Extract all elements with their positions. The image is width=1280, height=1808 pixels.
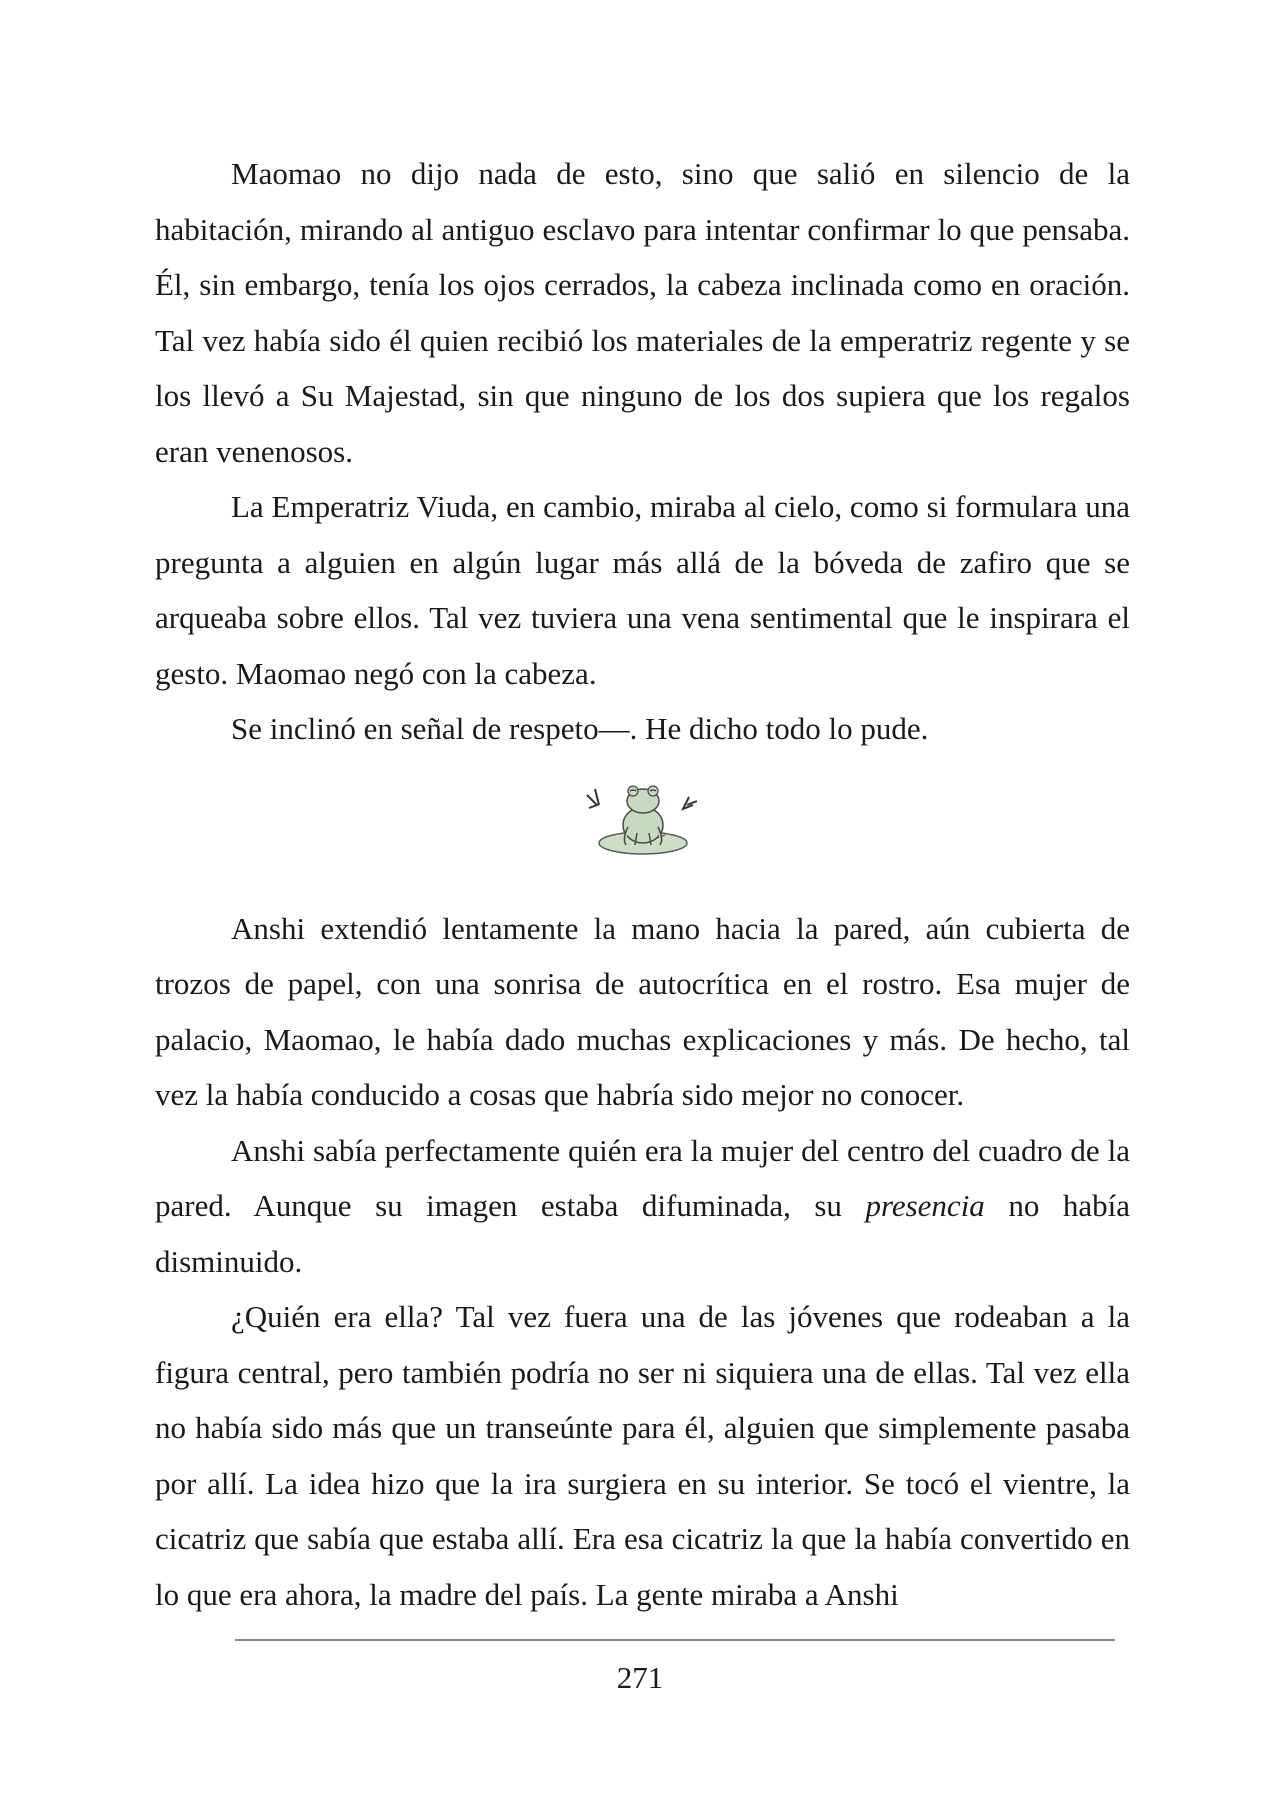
- page-body: [155, 146, 1130, 1622]
- paragraph-anshi-knew-end: no había disminuido.: [155, 1188, 1130, 1279]
- paragraph-who-was-she: ¿Quién era ella? Tal vez fuera una de las jóvenes que rodeaban a la figura central, pero también podría no ser ni siquiera una de ellas. Tal vez ella no había sido más que un transeúnte para él, alguien que simplemente pasaba por allí. La idea hizo que la ira surgiera en su interior. Se tocó el vientre, la cicatriz que sabía que estaba allí. Era esa cicatriz la que la había convertido en lo que era ahora, la madre del país. La gente miraba a Anshi: [155, 1299, 1130, 1612]
- paragraph-anshi-knew: [155, 1123, 1130, 1290]
- paragraph-anshi-wall: Anshi extendió lentamente la mano hacia la pared, aún cubierta de trozos de papel, con una sonrisa de autocrítica en el rostro. Esa mujer de palacio, Maomao, le había dado muchas explicaciones y más. De hecho, tal vez la había conducido a cosas que habría sido mejor no conocer.: [155, 910, 1130, 1112]
- paragraph-bow: Se inclinó en señal de respeto—. He dicho todo lo pude.: [231, 711, 929, 746]
- footer-divider: [235, 1639, 1115, 1641]
- paragraph-empress-dowager: La Emperatriz Viuda, en cambio, miraba al cielo, como si formulara una pregunta a alguien en algún lugar más allá de la bóveda de zafiro que se arqueaba sobre ellos. Tal vez tuviera una vena sentimental que le inspirara el gesto. Maomao negó con la cabeza.: [155, 489, 1130, 691]
- paragraph-maomao-silence: Maomao no dijo nada de esto, sino que salió en silencio de la habitación, mirando al antiguo esclavo para intentar confirmar lo que pensaba. Él, sin embargo, tenía los ojos cerrados, la cabeza inclinada como en oración. Tal vez había sido él quien recibió los materiales de la emperatriz regente y se los llevó a Su Majestad, sin que ninguno de los dos supiera que los regalos eran venenosos.: [155, 156, 1130, 469]
- page-number: 271: [616, 1660, 664, 1695]
- frog-on-lily-pad-icon: [573, 775, 713, 865]
- emphasis-presencia: presencia: [865, 1188, 985, 1223]
- paragraph-anshi-knew-text: Anshi sabía perfectamente quién era la mujer del centro del cuadro de la pared. Aunque su imagen estaba difuminada, su: [155, 1132, 1130, 1223]
